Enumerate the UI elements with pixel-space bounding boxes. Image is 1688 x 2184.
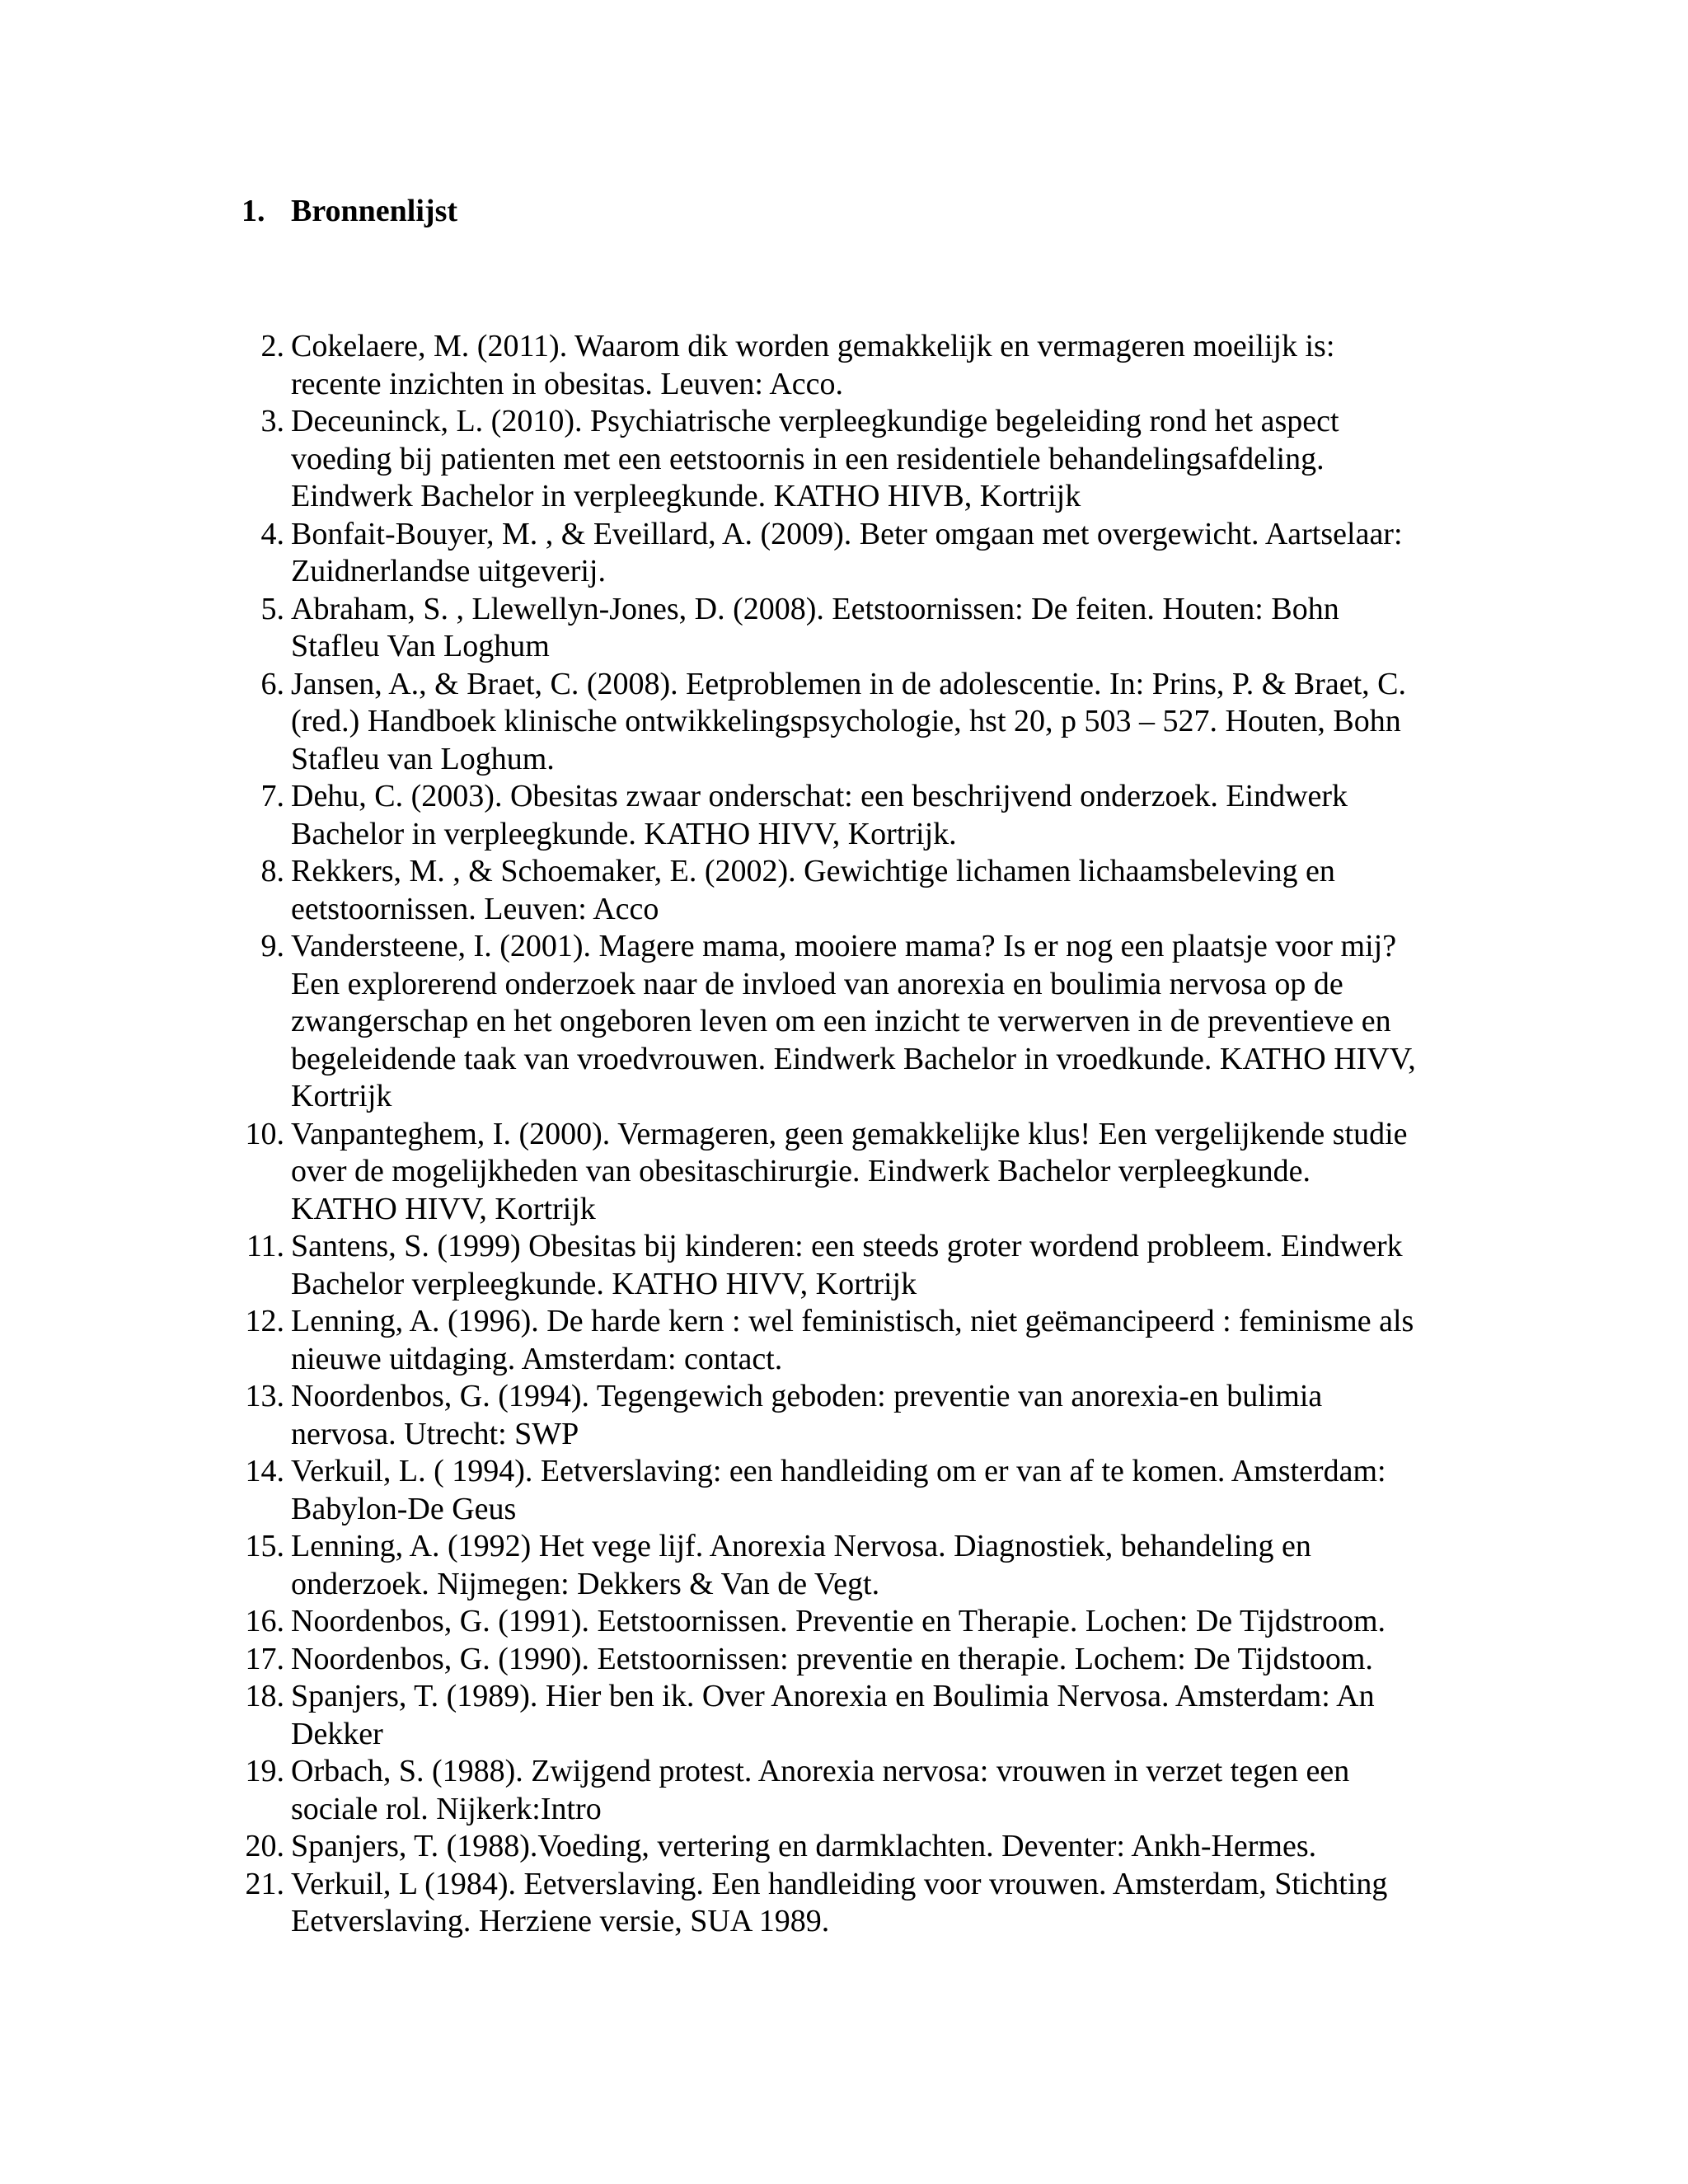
reference-text-line: onderzoek. Nijmegen: Dekkers & Van de Vegt. — [291, 1566, 880, 1601]
reference-number: 20. — [245, 1829, 284, 1863]
reference-text-line: voeding bij patienten met een eetstoornis in een residentiele behandelingsafdeling. — [291, 441, 1325, 476]
reference-text-line: begeleidende taak van vroedvrouwen. Eindwerk Bachelor in vroedkunde. KATHO HIVV, — [291, 1041, 1416, 1076]
reference-text-line: nieuwe uitdaging. Amsterdam: contact. — [291, 1341, 783, 1376]
reference-text-line: Een explorerend onderzoek naar de invloed van anorexia en boulimia nervosa op de — [291, 966, 1343, 1001]
reference-number: 18. — [245, 1679, 284, 1713]
reference-number: 14. — [245, 1454, 284, 1488]
reference-item — [241, 1641, 1511, 1679]
reference-number: 4. — [260, 516, 284, 551]
reference-text-line: Verkuil, L. ( 1994). Eetverslaving: een handleiding om er van af te komen. Amsterdam: — [291, 1454, 1386, 1488]
reference-text-line: Bachelor in verpleegkunde. KATHO HIVV, Kortrijk. — [291, 816, 957, 851]
reference-text-line: Lenning, A. (1996). De harde kern : wel feministisch, niet geëmancipeerd : feminisme als — [291, 1304, 1414, 1338]
reference-text-line: zwangerschap en het ongeboren leven om een inzicht te verwerven in de preventieve en — [291, 1004, 1391, 1038]
reference-number: 17. — [245, 1641, 284, 1676]
reference-text-line: (red.) Handboek klinische ontwikkelingspsychologie, hst 20, p 503 – 527. Houten, Bohn — [291, 704, 1401, 738]
reference-number: 11. — [246, 1229, 284, 1263]
reference-item — [241, 1378, 1511, 1453]
reference-item — [241, 1453, 1511, 1528]
reference-text-line: Verkuil, L (1984). Eetverslaving. Een handleiding voor vrouwen. Amsterdam, Stichting — [291, 1866, 1388, 1901]
reference-text-line: Santens, S. (1999) Obesitas bij kinderen: een steeds groter wordend probleem. Eindwerk — [291, 1229, 1403, 1263]
reference-text-line: KATHO HIVV, Kortrijk — [291, 1191, 596, 1226]
reference-number: 13. — [245, 1379, 284, 1413]
reference-item — [241, 1828, 1511, 1866]
reference-item — [241, 1678, 1511, 1753]
reference-item — [241, 591, 1511, 666]
reference-text-line: Vanpanteghem, I. (2000). Vermageren, geen gemakkelijke klus! Een vergelijkende studie — [291, 1116, 1408, 1151]
reference-text-line: Zuidnerlandse uitgeverij. — [291, 554, 606, 588]
reference-item — [241, 328, 1511, 403]
reference-number: 10. — [245, 1116, 284, 1151]
section-heading — [241, 191, 457, 231]
reference-text-line: Spanjers, T. (1989). Hier ben ik. Over Anorexia en Boulimia Nervosa. Amsterdam: An — [291, 1679, 1375, 1713]
reference-item — [241, 928, 1511, 1116]
reference-text-line: Vandersteene, I. (2001). Magere mama, mooiere mama? Is er nog een plaatsje voor mij? — [291, 929, 1397, 963]
reference-list — [241, 328, 1511, 1941]
reference-number: 6. — [260, 666, 284, 701]
heading-title: Bronnenlijst — [291, 194, 458, 228]
reference-item — [241, 853, 1511, 928]
reference-number: 21. — [245, 1866, 284, 1901]
reference-text-line: nervosa. Utrecht: SWP — [291, 1416, 579, 1451]
reference-item — [241, 1303, 1511, 1378]
reference-number: 15. — [245, 1529, 284, 1563]
reference-item — [241, 1866, 1511, 1941]
reference-text-line: Rekkers, M. , & Schoemaker, E. (2002). Gewichtige lichamen lichaamsbeleving en — [291, 854, 1335, 888]
reference-text-line: over de mogelijkheden van obesitaschirurgie. Eindwerk Bachelor verpleegkunde. — [291, 1154, 1311, 1188]
reference-number: 8. — [260, 854, 284, 888]
heading-number: 1. — [241, 194, 265, 228]
reference-item — [241, 1753, 1511, 1828]
reference-text-line: Bachelor verpleegkunde. KATHO HIVV, Kortrijk — [291, 1266, 917, 1301]
reference-number: 2. — [260, 329, 284, 363]
reference-text-line: Eindwerk Bachelor in verpleegkunde. KATHO HIVB, Kortrijk — [291, 479, 1081, 513]
reference-text-line: Dekker — [291, 1716, 383, 1751]
reference-text-line: recente inzichten in obesitas. Leuven: Acco. — [291, 366, 844, 401]
reference-text-line: Orbach, S. (1988). Zwijgend protest. Anorexia nervosa: vrouwen in verzet tegen een — [291, 1754, 1350, 1788]
reference-text-line: Stafleu Van Loghum — [291, 629, 550, 663]
reference-text-line: sociale rol. Nijkerk:Intro — [291, 1791, 602, 1826]
reference-number: 19. — [245, 1754, 284, 1788]
reference-number: 3. — [260, 404, 284, 438]
reference-text-line: Cokelaere, M. (2011). Waarom dik worden gemakkelijk en vermageren moeilijk is: — [291, 329, 1335, 363]
reference-number: 16. — [245, 1604, 284, 1638]
reference-text-line: Spanjers, T. (1988).Voeding, vertering en darmklachten. Deventer: Ankh-Hermes. — [291, 1829, 1317, 1863]
reference-text-line: Babylon-De Geus — [291, 1491, 517, 1526]
reference-item — [241, 403, 1511, 516]
reference-text-line: Kortrijk — [291, 1079, 392, 1113]
reference-number: 5. — [260, 591, 284, 626]
reference-text-line: Noordenbos, G. (1994). Tegengewich geboden: preventie van anorexia-en bulimia — [291, 1379, 1323, 1413]
reference-text-line: Jansen, A., & Braet, C. (2008). Eetproblemen in de adolescentie. In: Prins, P. & Braet, C. — [291, 666, 1406, 701]
reference-text-line: Deceuninck, L. (2010). Psychiatrische verpleegkundige begeleiding rond het aspect — [291, 404, 1339, 438]
reference-number: 12. — [245, 1304, 284, 1338]
reference-text-line: Bonfait-Bouyer, M. , & Eveillard, A. (2009). Beter omgaan met overgewicht. Aartselaar: — [291, 516, 1403, 551]
reference-item — [241, 666, 1511, 779]
reference-text-line: Noordenbos, G. (1991). Eetstoornissen. Preventie en Therapie. Lochen: De Tijdstroom. — [291, 1604, 1386, 1638]
reference-text-line: Dehu, C. (2003). Obesitas zwaar onderschat: een beschrijvend onderzoek. Eindwerk — [291, 779, 1348, 813]
reference-text-line: Abraham, S. , Llewellyn-Jones, D. (2008). Eetstoornissen: De feiten. Houten: Bohn — [291, 591, 1339, 626]
reference-item — [241, 1603, 1511, 1641]
reference-number: 9. — [260, 929, 284, 963]
reference-item — [241, 516, 1511, 591]
reference-item — [241, 778, 1511, 853]
reference-item — [241, 1116, 1511, 1229]
reference-text-line: Stafleu van Loghum. — [291, 741, 555, 776]
reference-item — [241, 1228, 1511, 1303]
reference-number: 7. — [260, 779, 284, 813]
reference-text-line: Eetverslaving. Herziene versie, SUA 1989. — [291, 1904, 830, 1938]
reference-text-line: eetstoornissen. Leuven: Acco — [291, 891, 659, 926]
reference-text-line: Noordenbos, G. (1990). Eetstoornissen: preventie en therapie. Lochem: De Tijdstoom. — [291, 1641, 1373, 1676]
reference-text-line: Lenning, A. (1992) Het vege lijf. Anorexia Nervosa. Diagnostiek, behandeling en — [291, 1529, 1311, 1563]
reference-item — [241, 1528, 1511, 1603]
